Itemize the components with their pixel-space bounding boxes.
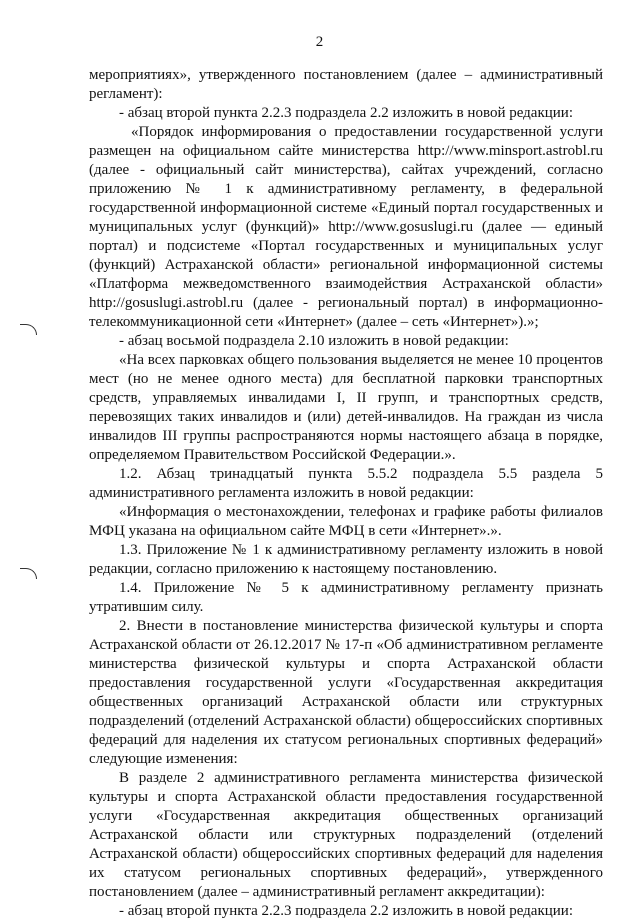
margin-mark	[20, 568, 37, 579]
paragraph-1-3: 1.3. Приложение № 1 к административному регламенту изложить в новой редакции, согласно приложению к настоящему постановлению.	[89, 542, 603, 577]
paragraph-amend-2-2-3: - абзац второй пункта 2.2.3 подраздела 2.2 изложить в новой редакции:	[119, 105, 574, 121]
paragraph-quote-mfc: «Информация о местонахождении, телефонах и графике работы филиалов МФЦ указана на официальном сайте МФЦ в сети «Интернет».».	[89, 504, 603, 539]
paragraph-2: 2. Внести в постановление министерства физической культуры и спорта Астраханской области от 26.12.2017 № 17-п «Об административном регламенте министерства физической культуры и спорта Астраханской области предоставления государственной услуги «Государственная аккредитация общественных организаций Астраханской области или структурных подразделений (отделений Астраханской области) общероссийских спортивных федераций для наделения их статусом региональных спортивных федераций» следующие изменения:	[89, 618, 603, 767]
paragraph-section-2: В разделе 2 административного регламента министерства физической культуры и спорта Астраханской области предоставления государственной услуги «Государственная аккредитация общественных организаций Астраханской области или структурных подразделений (отделений Астраханской области) общероссийских спортивных федераций для наделения их статусом региональных спортивных федераций», утвержденного постановлением (далее – административный регламент аккредитации):	[89, 770, 603, 900]
margin-mark	[20, 324, 37, 335]
paragraph-quote-informing: «Порядок информирования о предоставлении государственной услуги размещен на официальном сайте министерства http://www.minsport.astrobl.ru (далее - официальный сайт министерства), сайтах учреждений, согласно приложению № 1 к административному регламенту, в федеральной государственной информационной системе «Единый портал государственных и муниципальных услуг (функций)» http://www.gosuslugi.ru (далее — единый портал) и подсистеме «Портал государственных и муниципальных услуг (функций) Астраханской области» региональной информационной системы «Платформа межведомственного взаимодействия Астраханской области» http://gosuslugi.astrobl.ru (далее - региональный портал) в информационно-телекоммуникационной сети «Интернет» (далее – сеть «Интернет»).»;	[89, 124, 603, 330]
paragraph-amend-2-10: - абзац восьмой подраздела 2.10 изложить в новой редакции:	[119, 333, 509, 349]
paragraph-1-4: 1.4. Приложение № 5 к административному регламенту признать утратившим силу.	[89, 580, 603, 615]
paragraph-quote-parking: «На всех парковках общего пользования выделяется не менее 10 процентов мест (но не менее одного места) для бесплатной парковки транспортных средств, управляемых инвалидами I, II групп, и транспортных средств, перевозящих таких инвалидов и (или) детей-инвалидов. На граждан из числа инвалидов III группы распространяются нормы настоящего абзаца в порядке, определяемом Правительством Российской Федерации.».	[89, 352, 603, 463]
paragraph-intro: мероприятиях», утвержденного постановлением (далее – административный регламент):	[89, 67, 603, 102]
page-number: 2	[315, 34, 324, 50]
document-body	[89, 66, 603, 921]
paragraph-1-2: 1.2. Абзац тринадцатый пункта 5.5.2 подраздела 5.5 раздела 5 административного регламента изложить в новой редакции:	[89, 466, 603, 501]
paragraph-amend-2-2-3-accreditation: - абзац второй пункта 2.2.3 подраздела 2.2 изложить в новой редакции:	[119, 903, 574, 919]
